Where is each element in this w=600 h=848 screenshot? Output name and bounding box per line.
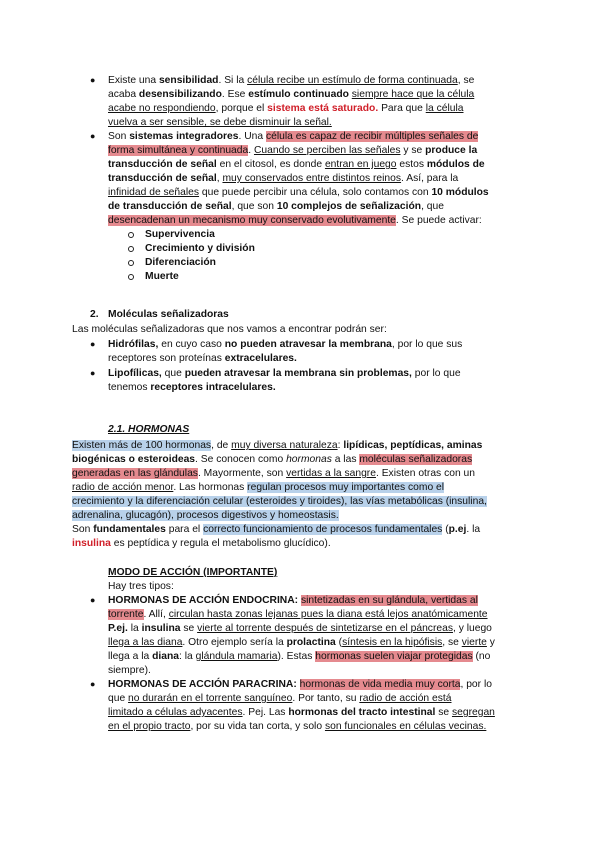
circle-bullet-icon <box>128 232 134 238</box>
text-line: receptores son proteínas extracelulares. <box>108 353 297 364</box>
text-line: insulina es peptídica y regula el metabolismo glucídico). <box>72 538 331 549</box>
text-line: Son fundamentales para el correcto funcionamiento de procesos fundamentales (p.ej. la <box>72 524 481 535</box>
bullet-dot: ● <box>90 75 96 85</box>
subitem: Diferenciación <box>145 257 216 268</box>
text-line: transducción de señal en el citosol, es donde entran en juego estos módulos de <box>108 159 485 170</box>
text-line: siempre). <box>108 665 151 676</box>
text-line: generadas en las glándulas. Mayormente, son vertidas a la sangre. Existen otras con un <box>72 468 475 479</box>
text-line: adrenalina, glucagón), procesos digestivos y homeostasis. <box>72 510 339 521</box>
text-line: tenemos receptores intracelulares. <box>108 382 276 393</box>
bullet-dot: ● <box>90 339 96 349</box>
subitem: Muerte <box>145 271 179 282</box>
section-title: Moléculas señalizadoras <box>108 309 229 320</box>
text-line: HORMONAS DE ACCIÓN ENDOCRINA: sintetizadas en su glándula, vertidas al <box>108 595 478 606</box>
circle-bullet-icon <box>128 246 134 252</box>
text-line: acabe no respondiendo, porque el sistema está saturado. Para que la célula <box>108 103 464 114</box>
section-intro: Las moléculas señalizadoras que nos vamos a encontrar podrán ser: <box>72 324 387 335</box>
text-line: Son sistemas integradores. Una célula es capaz de recibir múltiples señales de <box>108 131 479 142</box>
text-line: llega a las diana. Otro ejemplo sería la prolactina (síntesis en la hipófisis, se vierte y <box>108 637 495 648</box>
text-line: Hidrófilas, en cuyo caso no pueden atravesar la membrana, por lo que sus <box>108 339 463 350</box>
text-line: vuelva a ser sensible, se debe disminuir la señal. <box>108 117 332 128</box>
text-line: biogénicas o esteroideas. Se conocen como hormonas a las moléculas señalizadoras <box>72 454 473 465</box>
bullet-dot: ● <box>90 595 96 605</box>
text-line: Lipofílicas, que pueden atravesar la membrana sin problemas, por lo que <box>108 368 461 379</box>
text-line: HORMONAS DE ACCIÓN PARACRINA: hormonas de vida media muy corta, por lo <box>108 679 492 690</box>
bullet-dot: ● <box>90 679 96 689</box>
text-line: Existen más de 100 hormonas, de muy diversa naturaleza: lipídicas, peptídicas, aminas <box>72 440 483 451</box>
subsection-heading: 2.1. HORMONAS <box>108 424 190 435</box>
circle-bullet-icon <box>128 260 134 266</box>
text-line: forma simultánea y continuada. Cuando se perciben las señales y se produce la <box>108 145 478 156</box>
subitem: Supervivencia <box>145 229 215 240</box>
subsection-heading: MODO DE ACCIÓN (IMPORTANTE) <box>108 567 278 578</box>
text-line: desencadenan un mecanismo muy conservado evolutivamente. Se puede activar: <box>108 215 482 226</box>
text-line: torrente. Allí, circulan hasta zonas lejanas pues la diana está lejos anatómicamente <box>108 609 488 620</box>
text-line: en el propio tracto, por su vida tan corta, y solo son funcionales en células vecinas. <box>108 721 487 732</box>
text-line: limitado a células adyacentes. Pej. Las hormonas del tracto intestinal se segregan <box>108 707 495 718</box>
text-line: crecimiento y la diferenciación celular (esteroides y tiroides), las vías metabólicas (insulina, <box>72 496 487 507</box>
text-line: de transducción de señal, que son 10 complejos de señalización, que <box>108 201 444 212</box>
bullet-dot: ● <box>90 368 96 378</box>
text-line: Existe una sensibilidad. Si la célula recibe un estímulo de forma continuada, se <box>108 75 475 86</box>
subitem: Crecimiento y división <box>145 243 255 254</box>
circle-bullet-icon <box>128 274 134 280</box>
text-line: radio de acción menor. Las hormonas regulan procesos muy importantes como el <box>72 482 445 493</box>
text-line: P.ej. la insulina se vierte al torrente después de sintetizarse en el páncreas, y luego <box>108 623 492 634</box>
text-line: acaba desensibilizando. Ese estímulo continuado siempre hace que la célula <box>108 89 475 100</box>
text-line: transducción de señal, muy conservados entre distintos reinos. Así, para la <box>108 173 459 184</box>
text-line: infinidad de señales que puede percibir una célula, solo contamos con 10 módulos <box>108 187 489 198</box>
text-line: llega a la diana: la glándula mamaria). Estas hormonas suelen viajar protegidas (no <box>108 651 491 662</box>
section-number: 2. <box>90 309 99 320</box>
text-line: que no durarán en el torrente sanguíneo. Por tanto, su radio de acción está <box>108 693 452 704</box>
bullet-dot: ● <box>90 131 96 141</box>
section-intro: Hay tres tipos: <box>108 581 174 592</box>
